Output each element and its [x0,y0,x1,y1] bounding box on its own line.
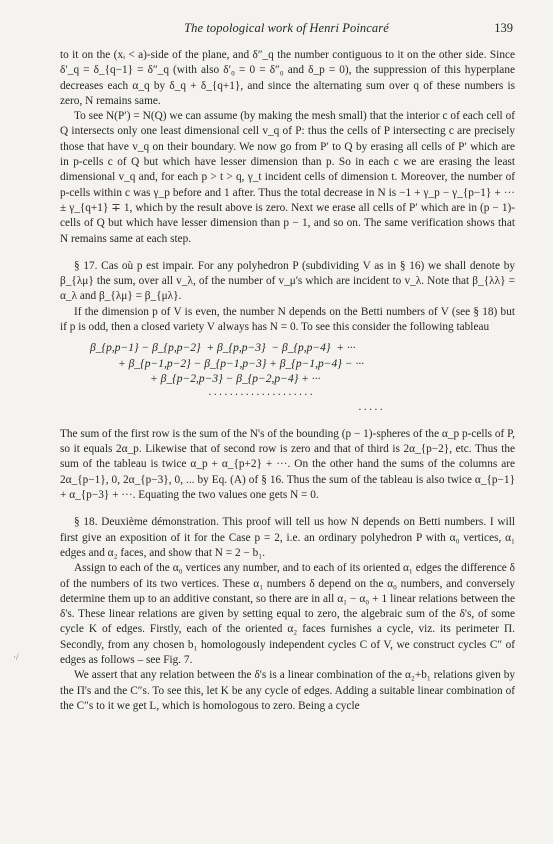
paragraph-section-18: § 18. Deuxième démonstration. This proof will tell us how N depends on Betti numbers. I will first give an exposition of it for the Case p = 2, i.e. an ordinary polyhedron P with α₀ vertices, α₁ edges and α₂ faces, and show that N = 2 − b₁. [60,516,515,559]
tableau-row-3: + β_{p−2,p−3} − β_{p−2,p−4} + ··· [150,373,321,386]
page-number: 139 [494,21,513,35]
paragraph-section-17: § 17. Cas où p est impair. For any polyhedron P (subdividing V as in § 16) we shall denote by β_{λμ} the sum, over all v_λ, of the number of v_μ's which are incident to v_λ. Note that β_{λλ} = α_λ and β_{λμ} = β_{μλ}. [60,259,515,303]
paragraph-continuation: to it on the (xᵢ < a)-side of the plane, and δ″_q the number contiguous to it on the other side. Since δ′_q = δ_{q−1} = δ″_q (with also δ′₀ = 0 = δ″₀ and δ_p = 0), the suppression of this hyperplane decreases each α_q by δ_q + δ_{q+1}, and since the alternating sum over q of these numbers is zero, N remains same. [60,49,515,107]
paragraph-assertion: We assert that any relation between the δ's is a linear combination of the α₂+b₁ relations given by the Π's and the C″s. To see this, let K be any cycle of edges. Adding a suitable linear combination of the C″s to it we get L, which is homologous to zero. Being a cycle [60,669,515,712]
paragraph-mesh-argument: To see N(P′) = N(Q) we can assume (by making the mesh small) that the interior c of each cell of Q intersects only one least dimensional cell v_q of P: thus the cells of P intersecting c are precisely those that have v_q on their boundary. We now go from P′ to Q by erasing all cells of P′ which are in p-cells c of Q but which have lesser dimension than p. So in each c we are erasing the least dimensional v_q and, for each p > t > q, γ_t incident cells of dimension t. Moreover, the number of p-cells within c was γ_p before and 1 after. Thus the total decrease in N is −1 + γ_p − γ_{p−1} + ··· ± γ_{q+1} ∓ 1, which by the result above is zero. Next we erase all cells of P′ which are in (p − 1)-cells of Q but which have lesser dimension than p − 1, and so on. The same verification shows that N remains same at each step. [60,110,515,245]
paragraph-assign-numbers: Assign to each of the α₀ vertices any number, and to each of its oriented α₁ edges the difference δ of the numbers of its two vertices. These α₁ numbers δ depend on the α₀ numbers, and conversely determine them up to an additive constant, so there are in all α₁ − α₀ + 1 linear relations between the δ's. These linear relations are given by setting equal to zero, the algebraic sum of the δ's, of some cycle K of edges. Firstly, each of the oriented α₂ faces furnishes a cycle, viz. its perimeter Π. Secondly, from any chosen b₁ homologously independent cycles C of V, we construct cycles C″ of edges as follows – see Fig. 7. [60,562,515,666]
tableau [90,341,515,419]
tableau-row-1: β_{p,p−1} − β_{p,p−2} + β_{p,p−3} − β_{p,p−4} + ··· [90,342,356,355]
paragraph-odd-dimension: If the dimension p of V is even, the number N depends on the Betti numbers of V (see § 18) but if p is odd, then a closed variety V always has N = 0. To see this consider the following tableau [60,305,515,334]
running-title: The topological work of Henri Poincaré [184,21,389,35]
tableau-dots-row: ···················· [208,388,315,401]
paragraph-tableau-sum: The sum of the first row is the sum of the N's of the bounding (p − 1)-spheres of the α_p p-cells of P, so it equals 2α_p. Likewise that of second row is zero and that of third is 2α_{p−2}, etc. Thus the sum of the tableau is twice α_p + α_{p+2} + ···. On the other hand the sums of the columns are 2α_{p−1}, 0, 2α_{p−3}, 0, ... by Eq. (A) of § 16. Thus the sum of the tableau is also twice α_{p−1} + α_{p−3} + ···. Equating the two values one gets N = 0. [60,427,515,502]
page-header [60,21,513,39]
tableau-row-2: + β_{p−1,p−2} − β_{p−1,p−3} + β_{p−1,p−4} − ··· [118,357,365,370]
page-body [60,48,515,714]
tableau-dots-row-2: ····· [358,404,385,417]
margin-mark: ·/ [13,652,19,662]
